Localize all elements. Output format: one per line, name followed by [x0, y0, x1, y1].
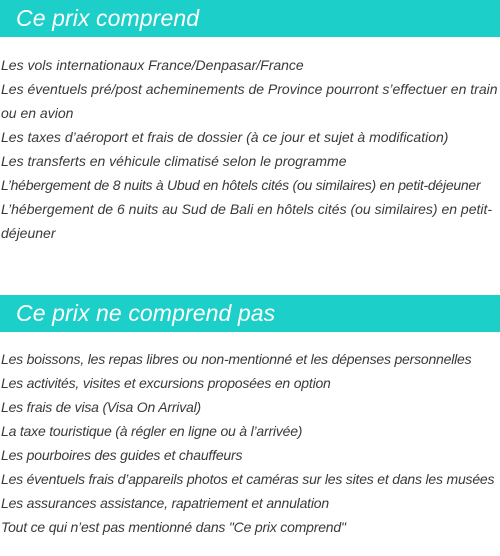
price-excludes-title: Ce prix ne comprend pas — [16, 300, 276, 326]
list-item: Tout ce qui n’est pas mentionné dans "Ce prix comprend" — [1, 519, 346, 535]
price-excludes-section — [0, 295, 500, 539]
list-item: Les frais de visa (Visa On Arrival) — [1, 399, 201, 415]
list-item: Les boissons, les repas libres ou non-mentionné et les dépenses personnelles — [1, 351, 472, 367]
list-item: Les taxes d’aéroport et frais de dossier (à ce jour et sujet à modification) — [1, 129, 449, 145]
list-item: Les éventuels frais d’appareils photos et caméras sur les sites et dans les musées — [1, 471, 495, 487]
list-item: L’hébergement de 6 nuits au Sud de Bali en hôtels cités (ou similaires) en petit-déjeuner — [1, 201, 493, 241]
list-item: Les transferts en véhicule climatisé selon le programme — [1, 153, 347, 169]
list-item: Les pourboires des guides et chauffeurs — [1, 447, 243, 463]
list-item: Les vols internationaux France/Denpasar/France — [1, 57, 304, 73]
price-excludes-banner — [0, 295, 500, 332]
list-item: Les assurances assistance, rapatriement et annulation — [1, 495, 329, 511]
price-includes-section — [0, 0, 500, 245]
price-excludes-list — [0, 347, 500, 539]
price-includes-banner — [0, 0, 500, 37]
list-item: Les activités, visites et excursions proposées en option — [1, 375, 331, 391]
price-includes-title: Ce prix comprend — [16, 5, 200, 31]
list-item: Les éventuels pré/post acheminements de Province pourront s’effectuer en train ou en avion — [1, 81, 498, 121]
list-item: L’hébergement de 8 nuits à Ubud en hôtels cités (ou similaires) en petit-déjeuner — [1, 177, 481, 193]
price-includes-list — [0, 53, 500, 245]
list-item: La taxe touristique (à régler en ligne ou à l’arrivée) — [1, 423, 303, 439]
